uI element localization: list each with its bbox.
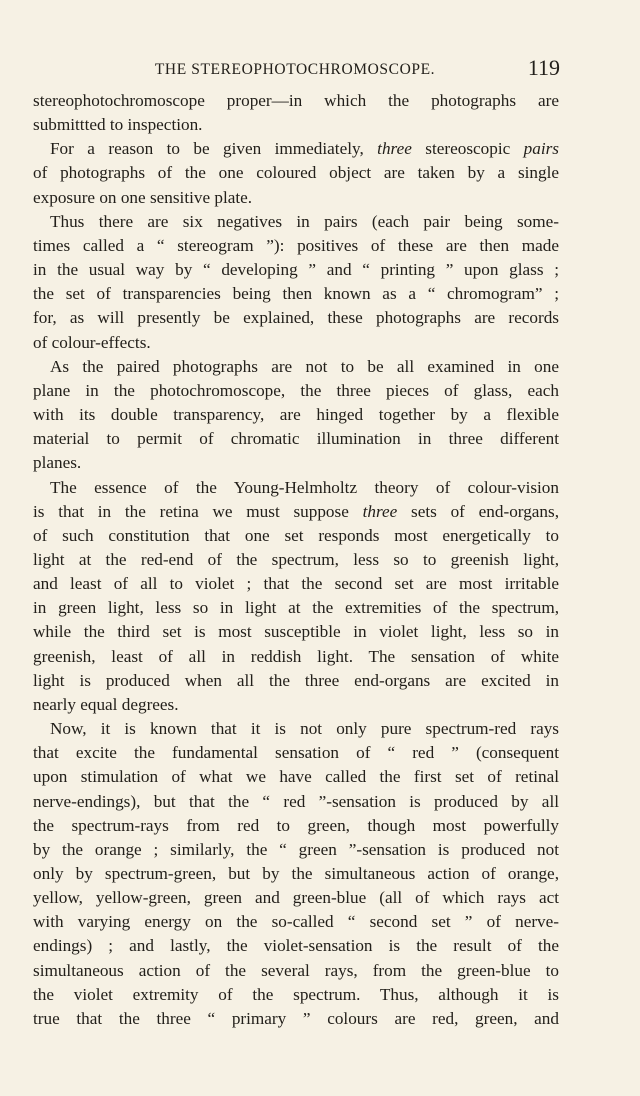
text-line: of photographs of the one coloured object are taken by a single	[33, 163, 559, 183]
text-line: material to permit of chromatic illumination in three different	[33, 429, 559, 449]
italic-word: pairs	[523, 139, 559, 159]
text-line: For a reason to be given immediately, three stereoscopic pairs	[50, 139, 559, 159]
text-line: of colour-effects.	[33, 332, 151, 352]
text-line: nerve-endings), but that the “ red ”-sensation is produced by all	[33, 791, 559, 811]
text-line: in the usual way by “ developing ” and “ printing ” upon glass ;	[33, 260, 559, 280]
text-line: plane in the photochromoscope, the three pieces of glass, each	[33, 380, 559, 400]
text-line: yellow, yellow-green, green and green-blue (all of which rays act	[33, 888, 559, 908]
text-line: Thus there are six negatives in pairs (each pair being some-	[50, 211, 559, 231]
text-line: stereophotochromoscope proper—in which the photographs are	[33, 91, 559, 110]
text-line: of such constitution that one set responds most energetically to	[33, 525, 559, 545]
text-line: simultaneous action of the several rays, from the green-blue to	[33, 960, 559, 980]
text-line: times called a “ stereogram ”): positives of these are then made	[33, 235, 559, 255]
text-line: light is produced when all the three end-organs are excited in	[33, 670, 559, 690]
text-line: only by spectrum-green, but by the simultaneous action of orange,	[33, 864, 559, 883]
text-line: with its double transparency, are hinged together by a flexible	[33, 405, 559, 425]
text-line: upon stimulation of what we have called the first set of retinal	[33, 767, 559, 787]
text-line: the set of transparencies being then known as a “ chromogram” ;	[33, 284, 559, 304]
text-line: for, as will presently be explained, these photographs are records	[33, 308, 559, 328]
text-line: the violet extremity of the spectrum. Thus, although it is	[33, 984, 559, 1004]
italic-word: three	[362, 501, 398, 521]
text-line: while the third set is most susceptible in violet light, less so in	[33, 622, 559, 642]
running-title: THE STEREOPHOTOCHROMOSCOPE.	[154, 61, 436, 78]
text-line: The essence of the Young-Helmholtz theory of colour-vision	[50, 477, 559, 497]
text-line: by the orange ; similarly, the “ green ”-sensation is produced not	[33, 839, 559, 859]
text-line: planes.	[33, 453, 82, 473]
text-line: and least of all to violet ; that the second set are most irritable	[33, 574, 559, 594]
text-line: that excite the fundamental sensation of “ red ” (consequent	[33, 743, 559, 763]
text-line: endings) ; and lastly, the violet-sensation is the result of the	[33, 936, 559, 956]
text-line: with varying energy on the so-called “ second set ” of nerve-	[33, 912, 559, 932]
text-line: nearly equal degrees.	[33, 694, 179, 714]
page-number: 119	[527, 55, 560, 80]
text-line: in green light, less so in light at the extremities of the spectrum,	[33, 598, 559, 618]
text-line: Now, it is known that it is not only pure spectrum-red rays	[50, 719, 559, 739]
text-line: submittted to inspection.	[33, 115, 203, 135]
text-line: true that the three “ primary ” colours are red, green, and	[33, 1008, 559, 1028]
body-text	[33, 89, 559, 1031]
text-line: exposure on one sensitive plate.	[33, 187, 253, 207]
running-head	[30, 55, 560, 82]
text-line: is that in the retina we must suppose three sets of end-organs,	[33, 501, 560, 521]
italic-word: three	[377, 139, 412, 159]
text-line: greenish, least of all in reddish light. The sensation of white	[33, 646, 559, 666]
text-line: light at the red-end of the spectrum, less so to greenish light,	[33, 549, 559, 569]
text-line: the spectrum-rays from red to green, though most powerfully	[33, 815, 559, 835]
text-line: As the paired photographs are not to be all examined in one	[50, 356, 559, 376]
